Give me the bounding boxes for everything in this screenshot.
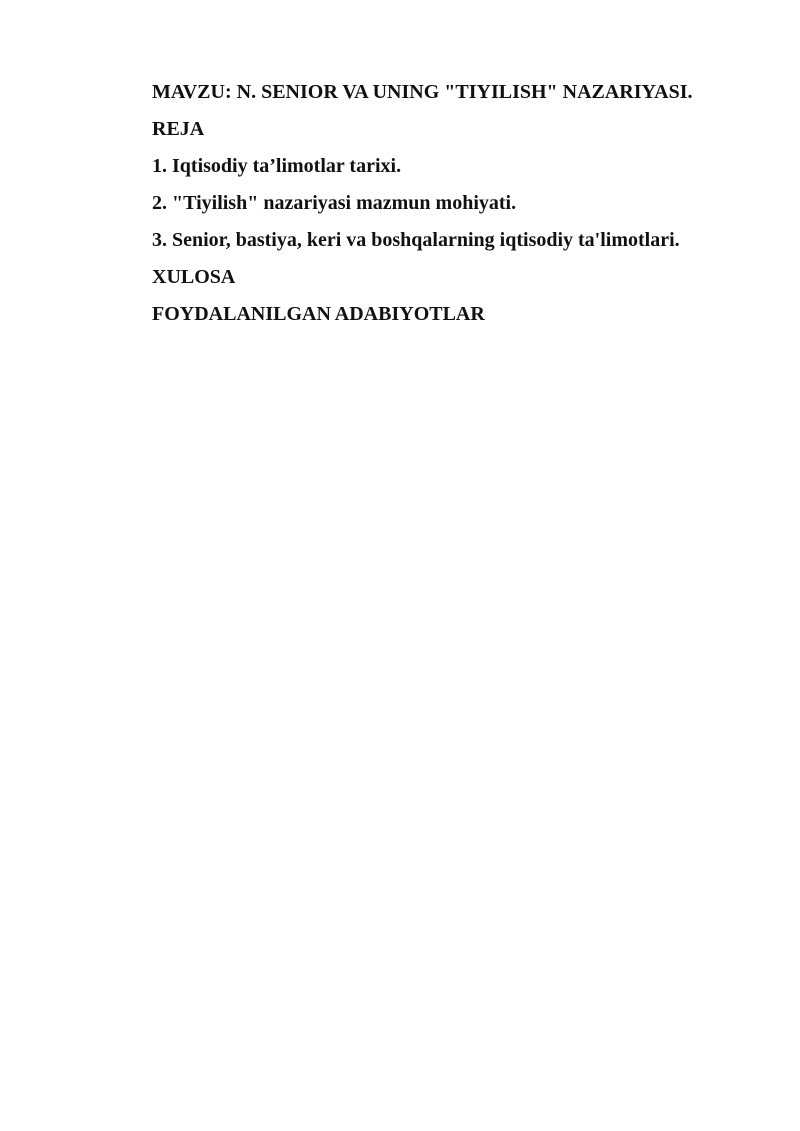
plan-item-3: 3. Senior, bastiya, keri va boshqalarning iqtisodiy ta'limotlari.: [152, 229, 680, 251]
document-content: [152, 74, 772, 333]
conclusion-heading: XULOSA: [152, 266, 236, 288]
plan-heading: REJA: [152, 118, 205, 140]
plan-item-2: 2. "Tiyilish" nazariyasi mazmun mohiyati.: [152, 192, 517, 214]
document-title: MAVZU: N. SENIOR VA UNING "TIYILISH" NAZARIYASI.: [152, 81, 693, 103]
references-heading: FOYDALANILGAN ADABIYOTLAR: [152, 303, 485, 325]
plan-item-1: 1. Iqtisodiy ta’limotlar tarixi.: [152, 155, 402, 177]
